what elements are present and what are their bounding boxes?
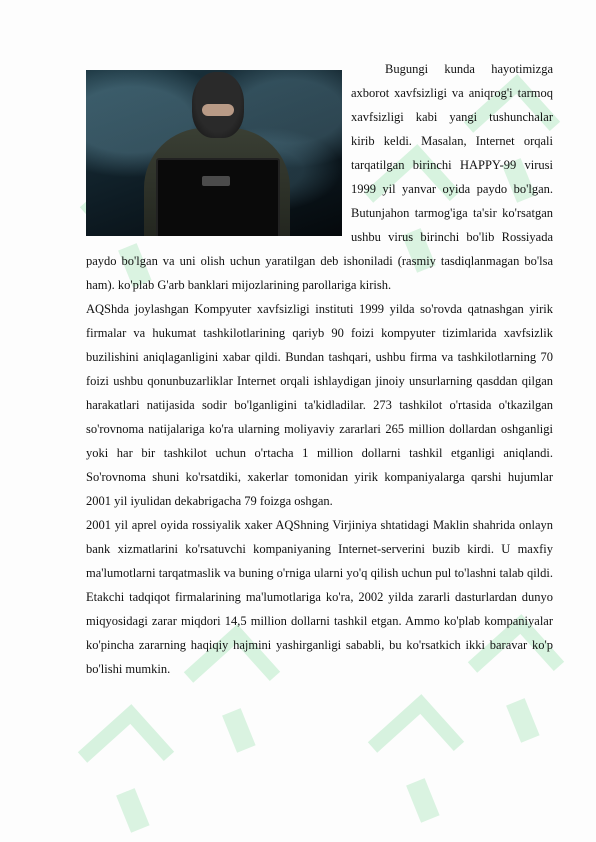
paragraph-3 [86,513,553,681]
paragraph-3-text: 2001 yil aprel oyida rossiyalik xaker AQShning Virjiniya shtatidagi Maklin shahrida onlayn bank xizmatlarini ko'rsatuvchi kompaniyaning Internet-serverini buzib kirdi. U maxfiy ma'lumotlarni tarqatmaslik va buning o'rniga ularni yo'q qilish uchun pul to'lashni talab qildi. Etakchi tadqiqot firmalarining ma'lumotlariga ko'ra, 2002 yilda zararli dasturlardan dunyo miqyosidagi zarar miqdori 14,5 million dollarni tashkil etgan. Ammo ko'plab kompaniyalar ko'pincha zararning haqiqiy hajmini yashirganligi sababli, bu ko'rsatkich ikki baravar ko'p bo'lishi mumkin. [86,518,553,676]
body-text [86,57,553,681]
paragraph-2 [86,297,553,513]
paragraph-1-text: Bugungi kunda hayotimizga axborot xavfsizligi va aniqrog'i tarmoq xavfsizligi kabi yangi tushunchalar kirib keldi. Masalan, Internet orqali tarqatilgan birinchi HAPPY-99 virusi 1999 yil yanvar oyida paydo bo'lgan. Butunjahon tarmog'iga ta'sir ko'rsatgan ushbu virus birinchi bo'lib Rossiyada paydo bo'lgan va uni olish uchun yaratilgan deb ishoniladi (rasmiy tasdiqlanmagan bo'lsa ham). ko'plab G'arb banklari mijozlarining parollariga kirish. [86,62,553,292]
watermark-icon [368,694,464,790]
image-float-spacer [86,57,351,241]
watermark-icon [78,704,174,800]
paragraph-2-text: AQShda joylashgan Kompyuter xavfsizligi instituti 1999 yilda so'rovda qatnashgan yirik firmalar va hukumat tashkilotlarining qariyb 90 foizi kompyuter tizimlarida xavfsizlik buzilishini aniqlaganligini xabar qildi. Bundan tashqari, ushbu firma va tashkilotlarning 70 foizi ushbu qonunbuzarliklar Internet orqali ishlaydigan jinoiy unsurlarning qasddan qilgan harakatlari natijasida sodir bo'lganligini ta'kidladilar. 273 tashkilot o'rtasida o'tkazilgan so'rovnoma natijalariga ko'ra ularning moliyaviy zararlari 265 million dollardan oshganligi yoki har bir tashkilot uchun o'rtacha 1 million dollarni tashkil etganligi aniqlandi. So'rovnoma shuni ko'rsatdiki, xakerlar tomonidan yirik kompaniyalarga qarshi hujumlar 2001 yil iyulidan dekabrigacha 79 foizga oshgan. [86,302,553,508]
